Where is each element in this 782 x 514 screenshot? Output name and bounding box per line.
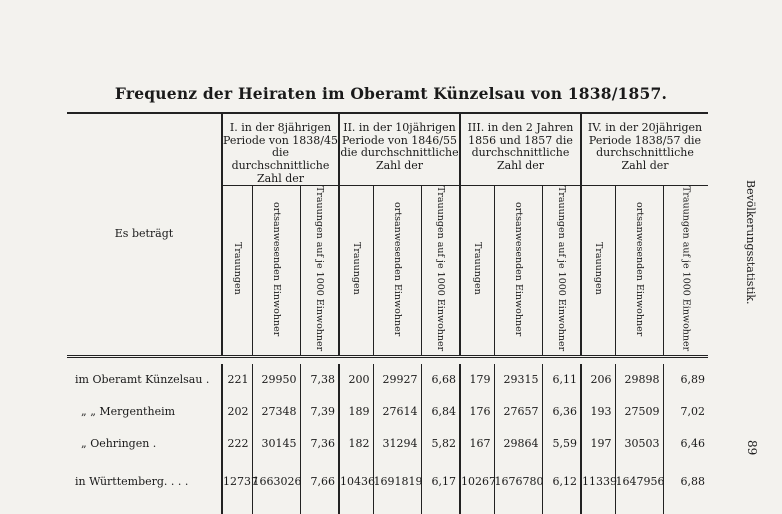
table-row [67,428,708,460]
cell: 193 [581,396,615,428]
cell: 6,46 [663,428,708,460]
col-header-text: Trauungen auf je 1000 Einwohner [556,186,568,352]
col-header [300,186,339,357]
row-label: im Oberamt Künzelsau . [75,372,210,386]
cell: 1676780 [494,460,542,504]
cell: 27348 [252,396,300,428]
cell: 27657 [494,396,542,428]
page-number: 89 [745,440,759,456]
group-header-1: I. in der 8jährigen Periode von 1838/45 die durchschnittliche Zahl der [222,114,339,186]
cell: 6,11 [542,364,581,396]
cell: 6,88 [663,460,708,504]
table-row [67,364,708,396]
col-header-text: Trauungen [472,242,484,296]
stub-header: Es beträgt [114,227,174,241]
group-header-4: IV. in der 20jährigen Periode 1838/57 die durchschnittliche Zahl der [581,114,708,186]
running-head: Bevölkerungsstatistik. [744,180,757,305]
cell: 1663026 [252,460,300,504]
col-header [222,186,252,357]
col-header-text: ortsanwesenden Einwohner [633,201,645,336]
col-header-text: ortsanwesenden Einwohner [391,201,403,336]
cell: 1647956 [615,460,663,504]
col-header [494,186,542,357]
cell: 5,59 [542,428,581,460]
cell: 221 [222,364,252,396]
cell: 182 [339,428,373,460]
cell: 10436 [339,460,373,504]
cell: 10267 [460,460,494,504]
row-label: in Württemberg. . . . [75,474,189,488]
cell: 6,68 [421,364,460,396]
cell: 179 [460,364,494,396]
marriage-frequency-table [67,112,708,514]
col-header-text: Trauungen [593,242,605,296]
table-row [67,396,708,428]
cell: 6,12 [542,460,581,504]
row-label: „ „ Mergentheim [81,404,176,418]
cell: 6,36 [542,396,581,428]
cell: 1691819 [373,460,421,504]
col-header-text: Trauungen auf je 1000 Einwohner [680,186,692,352]
col-header-text: Trauungen [351,242,363,296]
cell: 6,89 [663,364,708,396]
cell: 11339 [581,460,615,504]
cell: 29315 [494,364,542,396]
cell: 222 [222,428,252,460]
cell: 31294 [373,428,421,460]
col-header-text: Trauungen auf je 1000 Einwohner [314,186,326,352]
cell: 5,82 [421,428,460,460]
cell: 167 [460,428,494,460]
row-label: „ Oehringen . [81,436,157,450]
col-header [581,186,615,357]
cell: 7,66 [300,460,339,504]
cell: 206 [581,364,615,396]
col-header-text: ortsanwesenden Einwohner [512,201,524,336]
group-header-2: II. in der 10jährigen Periode von 1846/55 die durchschnittliche Zahl der [339,114,460,186]
cell: 12737 [222,460,252,504]
cell: 30503 [615,428,663,460]
col-header [421,186,460,357]
page-title: Frequenz der Heiraten im Oberamt Künzelsau von 1838/1857. [114,84,668,103]
cell: 202 [222,396,252,428]
cell: 6,84 [421,396,460,428]
cell: 7,39 [300,396,339,428]
cell: 7,36 [300,428,339,460]
cell: 200 [339,364,373,396]
cell: 29950 [252,364,300,396]
col-header [252,186,300,357]
col-header-text: Trauungen [232,242,244,296]
group-header-3: III. in den 2 Jahren 1856 und 1857 die durchschnittliche Zahl der [460,114,581,186]
cell: 7,02 [663,396,708,428]
cell: 27614 [373,396,421,428]
cell: 29864 [494,428,542,460]
cell: 197 [581,428,615,460]
cell: 27509 [615,396,663,428]
col-header [460,186,494,357]
col-header-text: Trauungen auf je 1000 Einwohner [435,186,447,352]
table-row [67,460,708,504]
col-header [339,186,373,357]
cell: 6,17 [421,460,460,504]
cell: 29898 [615,364,663,396]
col-header [373,186,421,357]
cell: 176 [460,396,494,428]
cell: 29927 [373,364,421,396]
col-header-text: ortsanwesenden Einwohner [270,201,282,336]
col-header [542,186,581,357]
cell: 189 [339,396,373,428]
col-header [663,186,708,357]
col-header [615,186,663,357]
cell: 30145 [252,428,300,460]
cell: 7,38 [300,364,339,396]
